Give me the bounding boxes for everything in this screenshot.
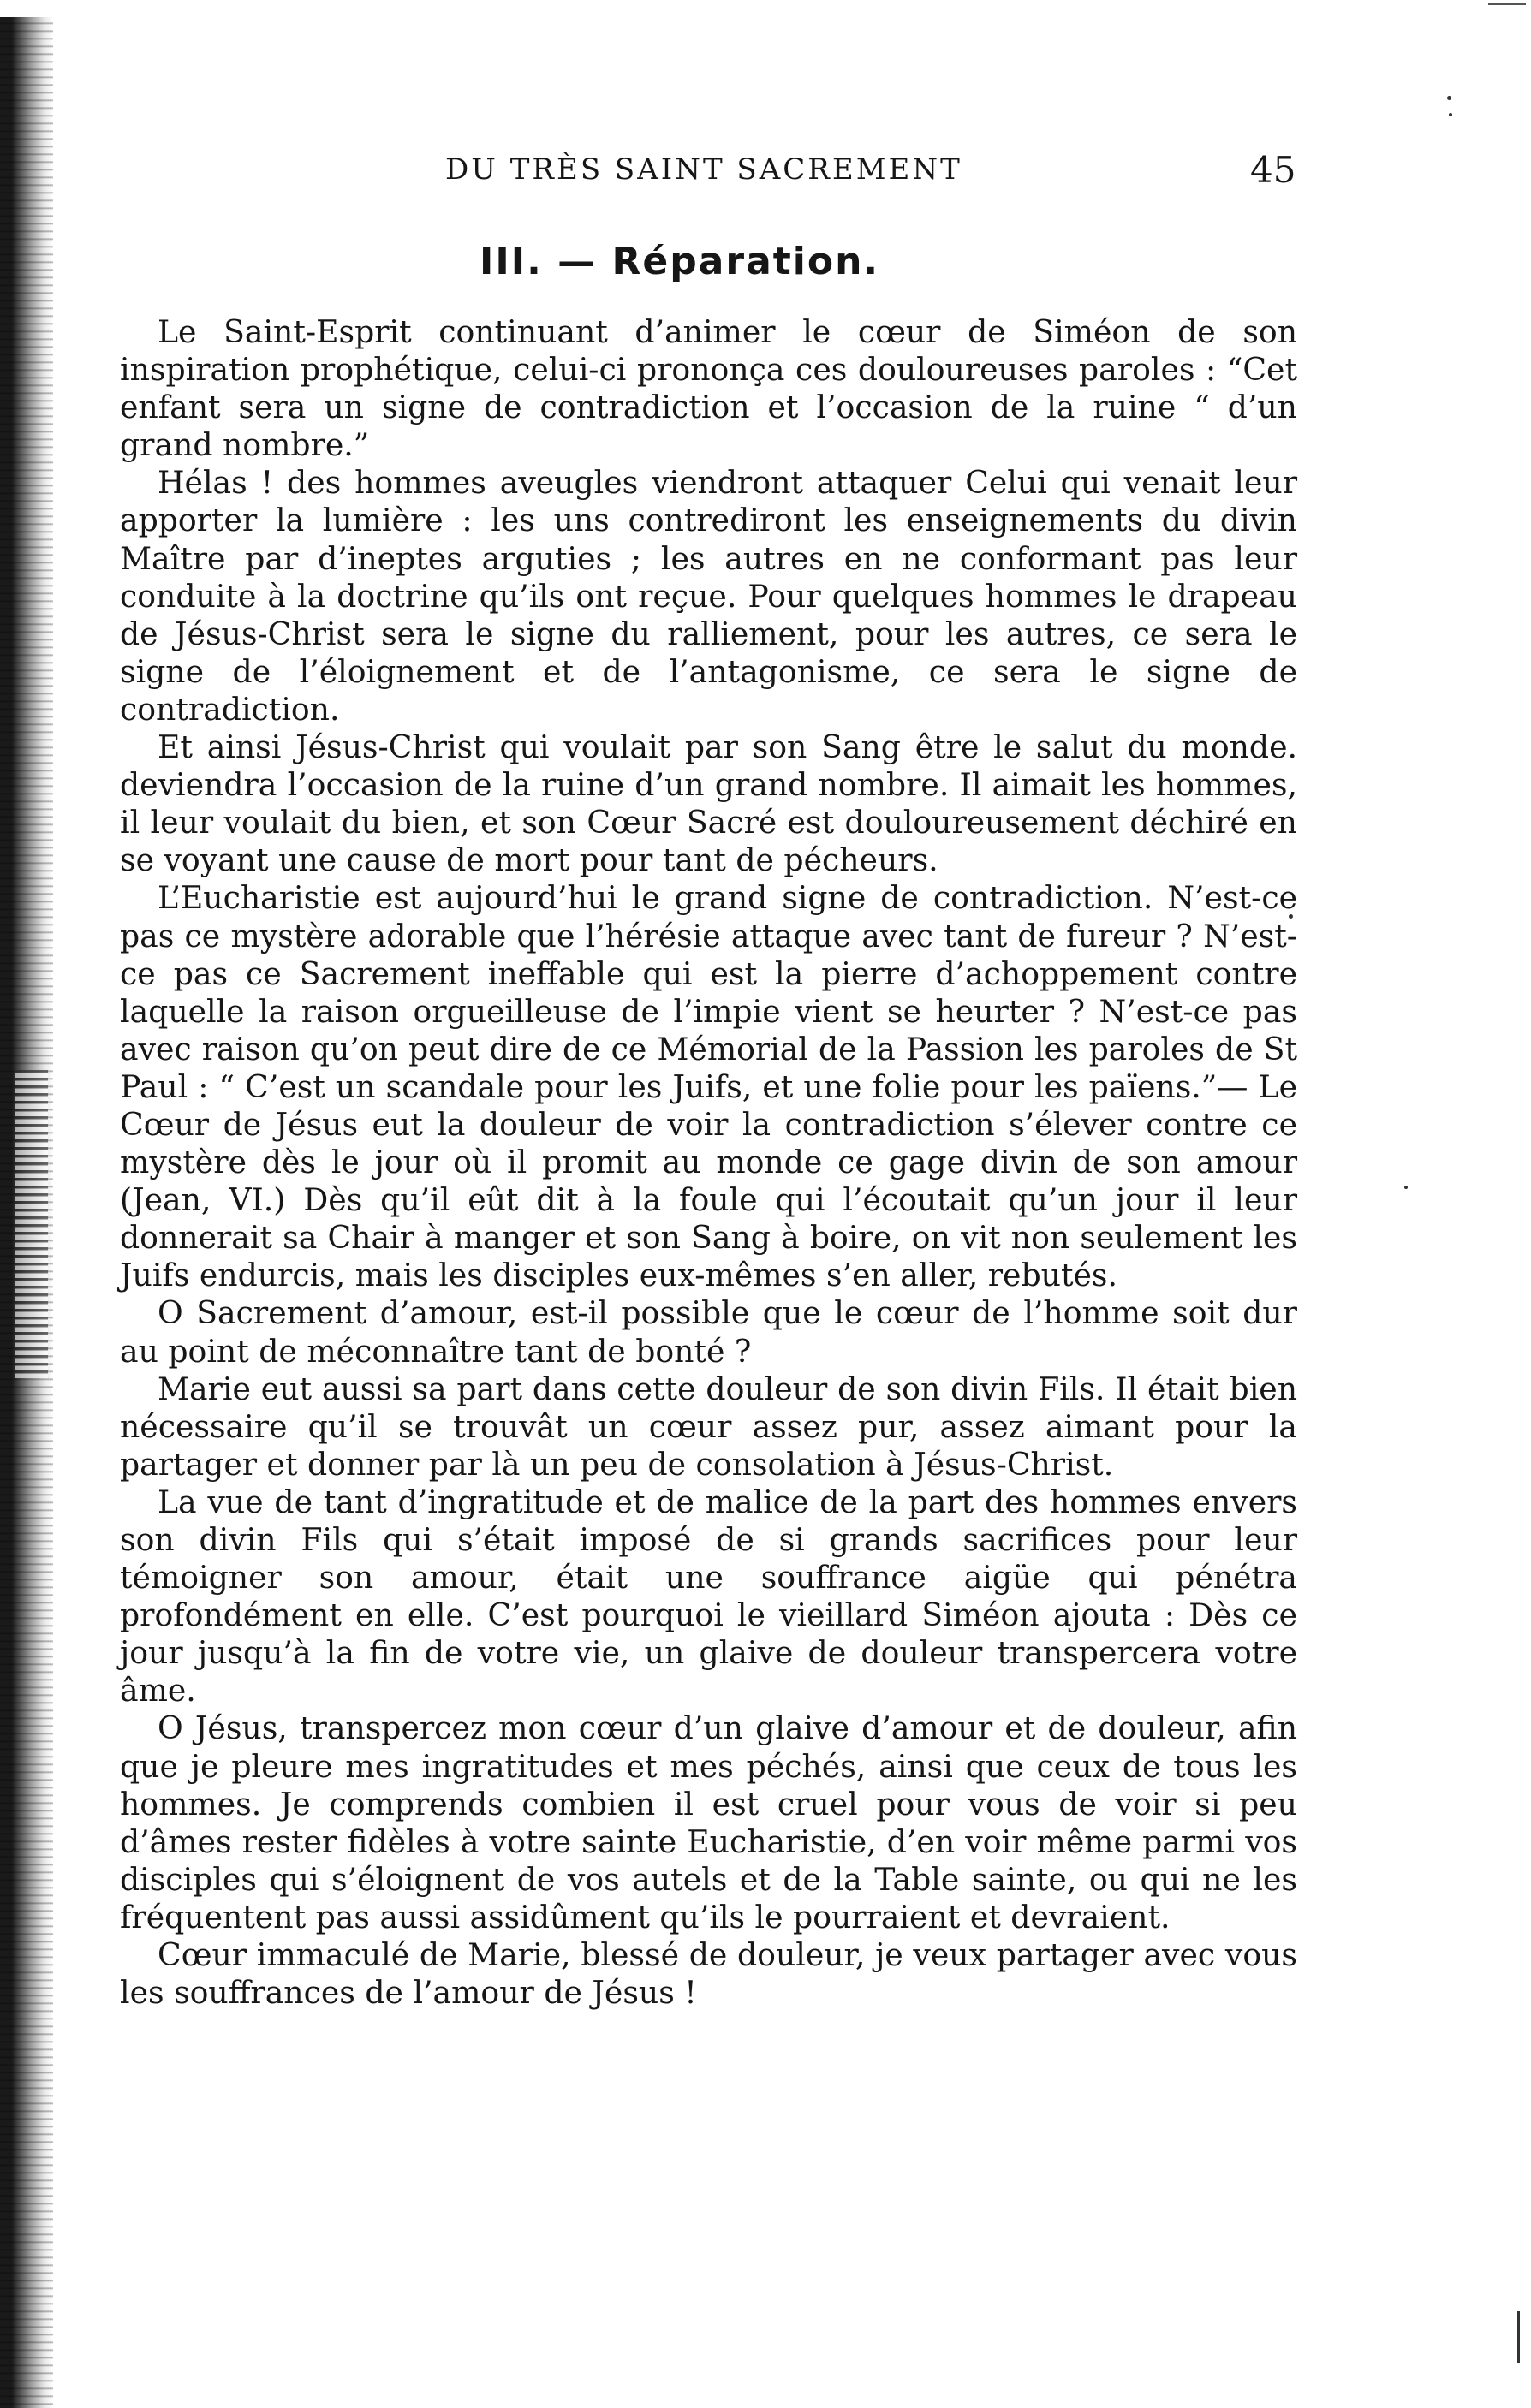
running-title: DU TRÈS SAINT SACREMENT [445,152,962,187]
scan-speck [1447,96,1451,100]
paragraph: Le Saint-Esprit continuant d’animer le cœur de Siméon de son inspiration prophétique, celui-ci prononça ces douloureuses paroles : “Cet enfant sera un signe de contradiction et l’occasion de la ruine “ d’un grand nombre.” [120,313,1297,464]
paragraph: L’Eucharistie est aujourd’hui le grand signe de contradiction. N’est-ce pas ce mystère adorable que l’hérésie attaque avec tant de fureur ? N’est-ce pas ce Sacrement ineffable qui est la pierre d’achoppement contre laquelle la raison orgueilleuse de l’impie vient se heurter ? N’est-ce pas avec raison qu’on peut dire de ce Mémorial de la Passion les paroles de St Paul : “ C’est un scandale pour les Juifs, et une folie pour les païens.”— Le Cœur de Jésus eut la douleur de voir la contradiction s’élever contre ce mystère dès le jour où il promit au monde ce gage divin de son amour (Jean, VI.) Dès qu’il eût dit à la foule qui l’écoutait qu’un jour il leur donnerait sa Chair à manger et son Sang à boire, on vit non seulement les Juifs endurcis, mais les disciples eux-mêmes s’en aller, rebutés. [120,879,1297,1294]
paragraph: Cœur immaculé de Marie, blessé de douleur, je veux partager avec vous les souffrances de l’amour de Jésus ! [120,1936,1297,2012]
page-number: 45 [1250,149,1296,191]
paragraph: Et ainsi Jésus-Christ qui voulait par son Sang être le salut du monde. deviendra l’occasion de la ruine d’un grand nombre. Il aimait les hommes, il leur voulait du bien, et son Cœur Sacré est douloureusement déchiré en se voyant une cause de mort pour tant de pécheurs. [120,728,1297,879]
paragraph: Marie eut aussi sa part dans cette douleur de son divin Fils. Il était bien nécessaire qu’il se trouvât un cœur assez pur, assez aimant pour la partager et donner par là un peu de consolation à Jésus-Christ. [120,1370,1297,1483]
paragraph: O Jésus, transpercez mon cœur d’un glaive d’amour et de douleur, afin que je pleure mes ingratitudes et mes péchés, ainsi que ceux de tous les hommes. Je comprends combien il est cruel pour vous de voir si peu d’âmes rester fidèles à votre sainte Eucharistie, d’en voir même parmi vos disciples qui s’éloignent de vos autels et de la Table sainte, ou qui ne les fréquentent pas aussi assidûment qu’ils le pourraient et devraient. [120,1709,1297,1935]
scan-speck [1404,1186,1408,1189]
paragraph: La vue de tant d’ingratitude et de malice de la part des hommes envers son divin Fils qui s’était imposé de si grands sacrifices pour leur témoigner son amour, était une souffrance aigüe qui pénétra profondément en elle. C’est pourquoi le vieillard Siméon ajouta : Dès ce jour jusqu’à la fin de votre vie, un glaive de douleur transpercera votre âme. [120,1483,1297,1709]
running-head [120,149,1302,204]
scan-speck [1517,2311,1520,2363]
paragraph: O Sacrement d’amour, est-il possible que le cœur de l’homme soit dur au point de méconnaître tant de bonté ? [120,1294,1297,1370]
body-text [120,313,1297,2012]
section-heading: III. — Réparation. [480,240,880,283]
scan-mark-top [1488,3,1526,5]
paragraph: Hélas ! des hommes aveugles viendront attaquer Celui qui venait leur apporter la lumière : les uns contrediront les enseignements du divin Maître par d’ineptes arguties ; les autres en ne conformant pas leur conduite à la doctrine qu’ils ont reçue. Pour quelques hommes le drapeau de Jésus-Christ sera le signe du ralliement, pour les autres, ce sera le signe de l’éloignement et de l’antagonisme, ce sera le signe de contradiction. [120,464,1297,728]
binding-fray [15,1070,48,1378]
scan-speck [1449,113,1452,116]
